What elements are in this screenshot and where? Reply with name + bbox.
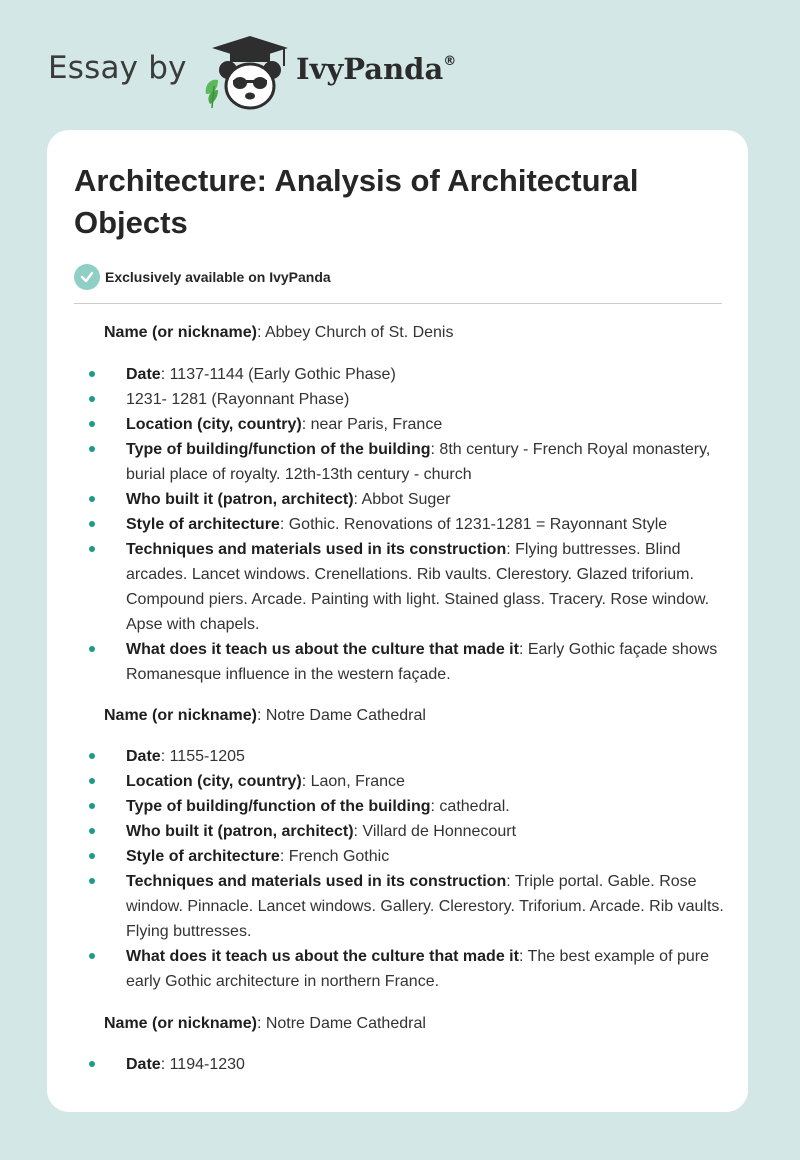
divider [74,303,722,304]
essay-card [47,130,748,1112]
essay-by-text: Essay by [48,50,187,86]
panda-logo-icon[interactable] [200,36,292,110]
list-item: What does it teach us about the culture that made it: The best example of pure early Gothic architecture in northern France. [47,944,726,994]
name-label: Name (or nickname) [104,1015,257,1032]
list-item: Who built it (patron, architect): Villard de Honnecourt [47,819,726,844]
bullet-icon [89,853,95,859]
registered-mark: ® [443,54,457,69]
exclusive-label: Exclusively available on IvyPanda [105,269,331,285]
bullet-icon [89,953,95,959]
bullet-icon [89,446,95,452]
list-item: Date: 1155-1205 [47,744,726,769]
list-item: Type of building/function of the building: cathedral. [47,794,726,819]
section-name-line [104,320,453,345]
exclusive-badge [74,264,331,290]
bullet-icon [89,1061,95,1067]
list-item: Location (city, country): near Paris, France [47,412,726,437]
list-item: Style of architecture: French Gothic [47,844,726,869]
bullet-icon [89,496,95,502]
list-item: Date: 1194-1230 [47,1052,726,1077]
bullet-icon [89,878,95,884]
section-list [47,744,726,994]
bullet-icon [89,778,95,784]
list-item: Techniques and materials used in its construction: Triple portal. Gable. Rose window. Pinnacle. Lancet windows. Gallery. Clerestory. Triforium. Arcade. Rib vaults. Flying buttresses. [47,869,726,944]
list-item: Type of building/function of the building: 8th century - French Royal monastery, burial place of royalty. 12th-13th century - church [47,437,726,487]
list-item: Techniques and materials used in its construction: Flying buttresses. Blind arcades. Lancet windows. Crenellations. Rib vaults. Clerestory. Glazed triforium. Compound piers. Arcade. Painting with light. Stained glass. Tracery. Rose window. Apse with chapels. [47,537,726,637]
section-list [47,1052,726,1077]
bullet-icon [89,753,95,759]
name-value: : Notre Dame Cathedral [256,707,426,724]
list-item: Style of architecture: Gothic. Renovations of 1231-1281 = Rayonnant Style [47,512,726,537]
name-value: : Notre Dame Cathedral [256,1015,426,1032]
bullet-icon [89,396,95,402]
bullet-icon [89,803,95,809]
section-list [47,362,726,687]
brand-name[interactable]: IvyPanda® [296,52,457,86]
name-label: Name (or nickname) [104,324,257,341]
list-item: What does it teach us about the culture that made it: Early Gothic façade shows Romanesque influence in the western façade. [47,637,726,687]
site-header [0,0,800,130]
bullet-icon [89,828,95,834]
section-name-line [104,1011,426,1036]
bullet-icon [89,546,95,552]
list-item: Location (city, country): Laon, France [47,769,726,794]
bullet-icon [89,521,95,527]
page-title: Architecture: Analysis of Architectural Objects [74,163,639,240]
bullet-icon [89,421,95,427]
check-icon [74,264,100,290]
list-item: Date: 1137-1144 (Early Gothic Phase) [47,362,726,387]
name-value: : Abbey Church of St. Denis [256,324,454,341]
section-name-line [104,703,426,728]
list-item: Who built it (patron, architect): Abbot Suger [47,487,726,512]
bullet-icon [89,646,95,652]
name-label: Name (or nickname) [104,707,257,724]
bullet-icon [89,371,95,377]
list-item: 1231- 1281 (Rayonnant Phase) [47,387,726,412]
